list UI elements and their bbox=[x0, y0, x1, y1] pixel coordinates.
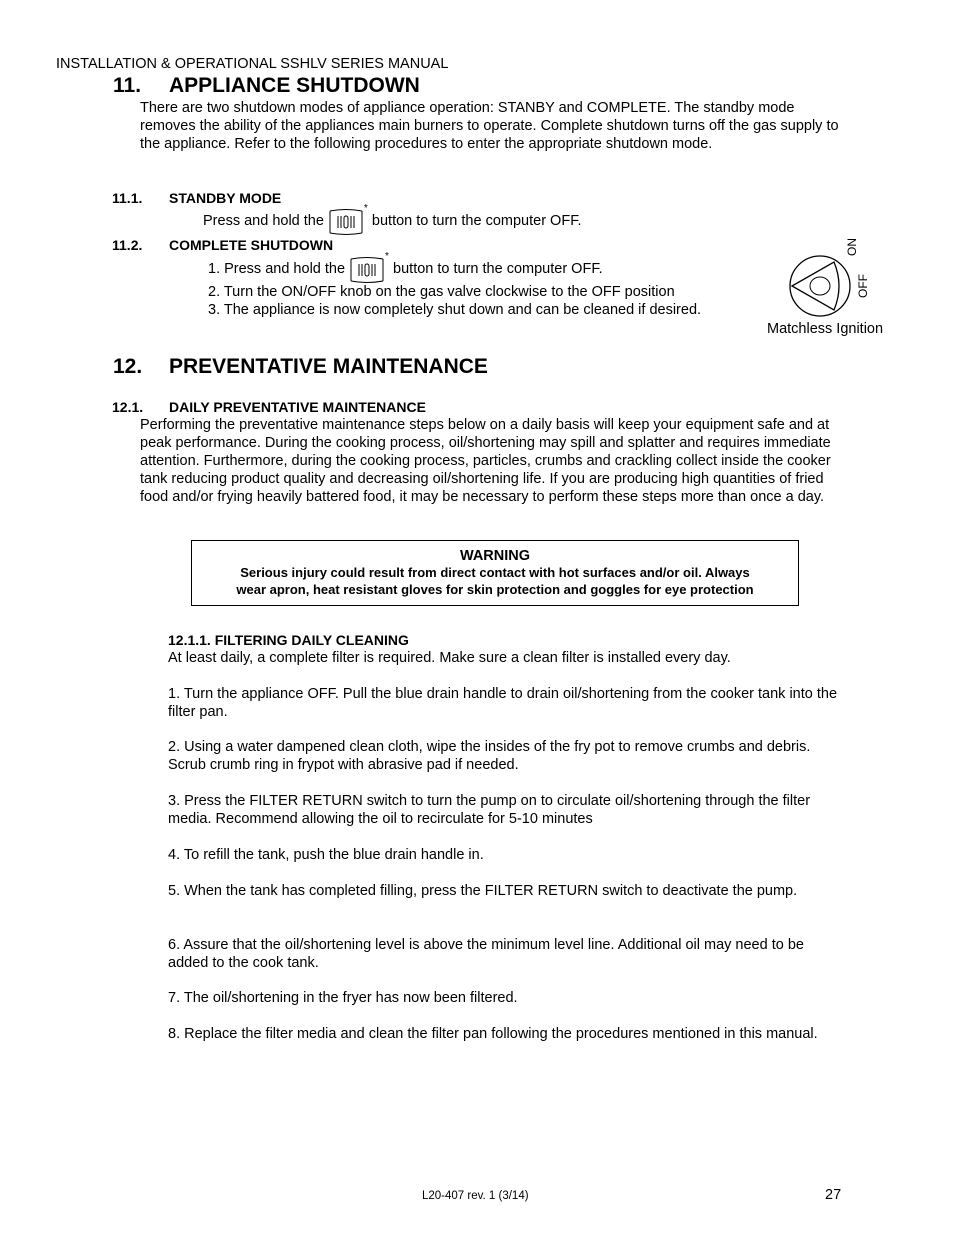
standby-instruction bbox=[203, 203, 582, 236]
complete-step-1 bbox=[208, 251, 603, 284]
document-id: L20-407 rev. 1 (3/14) bbox=[422, 1190, 529, 1202]
section-title: DAILY PREVENTATIVE MAINTENANCE bbox=[169, 399, 426, 415]
instruction-text: Press and hold the bbox=[203, 213, 324, 229]
filter-step-5: 5. When the tank has completed filling, press the FILTER RETURN switch to deactivate the pump. bbox=[168, 883, 798, 899]
filter-step-3: 3. Press the FILTER RETURN switch to turn the pump on to circulate oil/shortening through the filter media. Recommend allowing the oil to recirculate for 5-10 minutes bbox=[168, 793, 811, 827]
section-number: 12.1. bbox=[112, 399, 144, 415]
filtering-intro: At least daily, a complete filter is required. Make sure a clean filter is installed every day. bbox=[168, 650, 731, 666]
instruction-text: 1. Press and hold the bbox=[208, 261, 346, 277]
filter-step-1: 1. Turn the appliance OFF. Pull the blue drain handle to drain oil/shortening from the cooker tank into the filter pan. bbox=[168, 686, 838, 720]
power-button-icon bbox=[348, 251, 389, 283]
page-number: 27 bbox=[825, 1187, 842, 1203]
instruction-text: button to turn the computer OFF. bbox=[393, 261, 603, 277]
section-12-heading bbox=[113, 355, 488, 379]
section-number: 12. bbox=[113, 355, 143, 378]
warning-line-2: wear apron, heat resistant gloves for skin protection and goggles for eye protection bbox=[236, 582, 754, 597]
instruction-text: button to turn the computer OFF. bbox=[371, 213, 582, 229]
complete-step-3: 3. The appliance is now completely shut down and can be cleaned if desired. bbox=[208, 302, 702, 318]
section-title: COMPLETE SHUTDOWN bbox=[169, 237, 334, 253]
section-11-1-heading bbox=[112, 190, 281, 206]
on-label: ON bbox=[845, 238, 859, 256]
warning-title: WARNING bbox=[459, 548, 531, 564]
section-12-1-1-heading: 12.1.1. FILTERING DAILY CLEANING bbox=[168, 632, 409, 648]
section-11-2-heading bbox=[112, 237, 333, 253]
filter-step-8: 8. Replace the filter media and clean the filter pan following the procedures mentioned in this manual. bbox=[168, 1026, 818, 1042]
section-12-1-heading bbox=[112, 399, 426, 415]
asterisk-mark: * bbox=[363, 203, 368, 214]
section-12-1-body: Performing the preventative maintenance steps below on a daily basis will keep your equipment safe and at peak performance. During the cooking process, oil/shortening may spill and splatter and requires immediate attention. Furthermore, during the cooking process, particles, crumbs and crackling collect inside the cooker tank reducing product quality and decreasing oil/shortening life. If you are producing high quantities of fried food and/or frying heavily battered food, it may be necessary to perform these steps more than once a day. bbox=[140, 417, 831, 505]
gas-valve-knob-diagram bbox=[782, 232, 882, 322]
filter-step-4: 4. To refill the tank, push the blue drain handle in. bbox=[168, 847, 484, 863]
section-number: 11.2. bbox=[112, 237, 143, 253]
running-header: INSTALLATION & OPERATIONAL SSHLV SERIES MANUAL bbox=[56, 56, 449, 72]
filter-step-2: 2. Using a water dampened clean cloth, wipe the insides of the fry pot to remove crumbs and debris. Scrub crumb ring in frypot with abrasive pad if needed. bbox=[168, 739, 811, 773]
knob-caption: Matchless Ignition bbox=[767, 321, 884, 337]
section-number: 11. bbox=[113, 74, 142, 97]
warning-box bbox=[191, 540, 799, 606]
warning-line-1: Serious injury could result from direct contact with hot surfaces and/or oil. Always bbox=[240, 565, 750, 580]
filter-step-7: 7. The oil/shortening in the fryer has now been filtered. bbox=[168, 990, 518, 1006]
asterisk-mark: * bbox=[385, 251, 389, 262]
section-title: STANDBY MODE bbox=[169, 190, 282, 206]
section-11-intro: There are two shutdown modes of appliance operation: STANBY and COMPLETE. The standby mode removes the ability of the appliances main burners to operate. Complete shutdown turns off the gas supply to the appliance. Refer to the following procedures to enter the appropriate shutdown mode. bbox=[140, 100, 839, 152]
power-button-icon bbox=[327, 203, 368, 235]
section-title: PREVENTATIVE MAINTENANCE bbox=[169, 355, 488, 378]
complete-step-2: 2. Turn the ON/OFF knob on the gas valve clockwise to the OFF position bbox=[208, 284, 675, 300]
section-title: APPLIANCE SHUTDOWN bbox=[169, 74, 420, 97]
section-11-heading bbox=[113, 74, 420, 98]
filter-step-6: 6. Assure that the oil/shortening level is above the minimum level line. Additional oil may need to be added to the cook tank. bbox=[168, 937, 804, 971]
section-number: 11.1. bbox=[112, 190, 143, 206]
off-label: OFF bbox=[856, 274, 870, 298]
